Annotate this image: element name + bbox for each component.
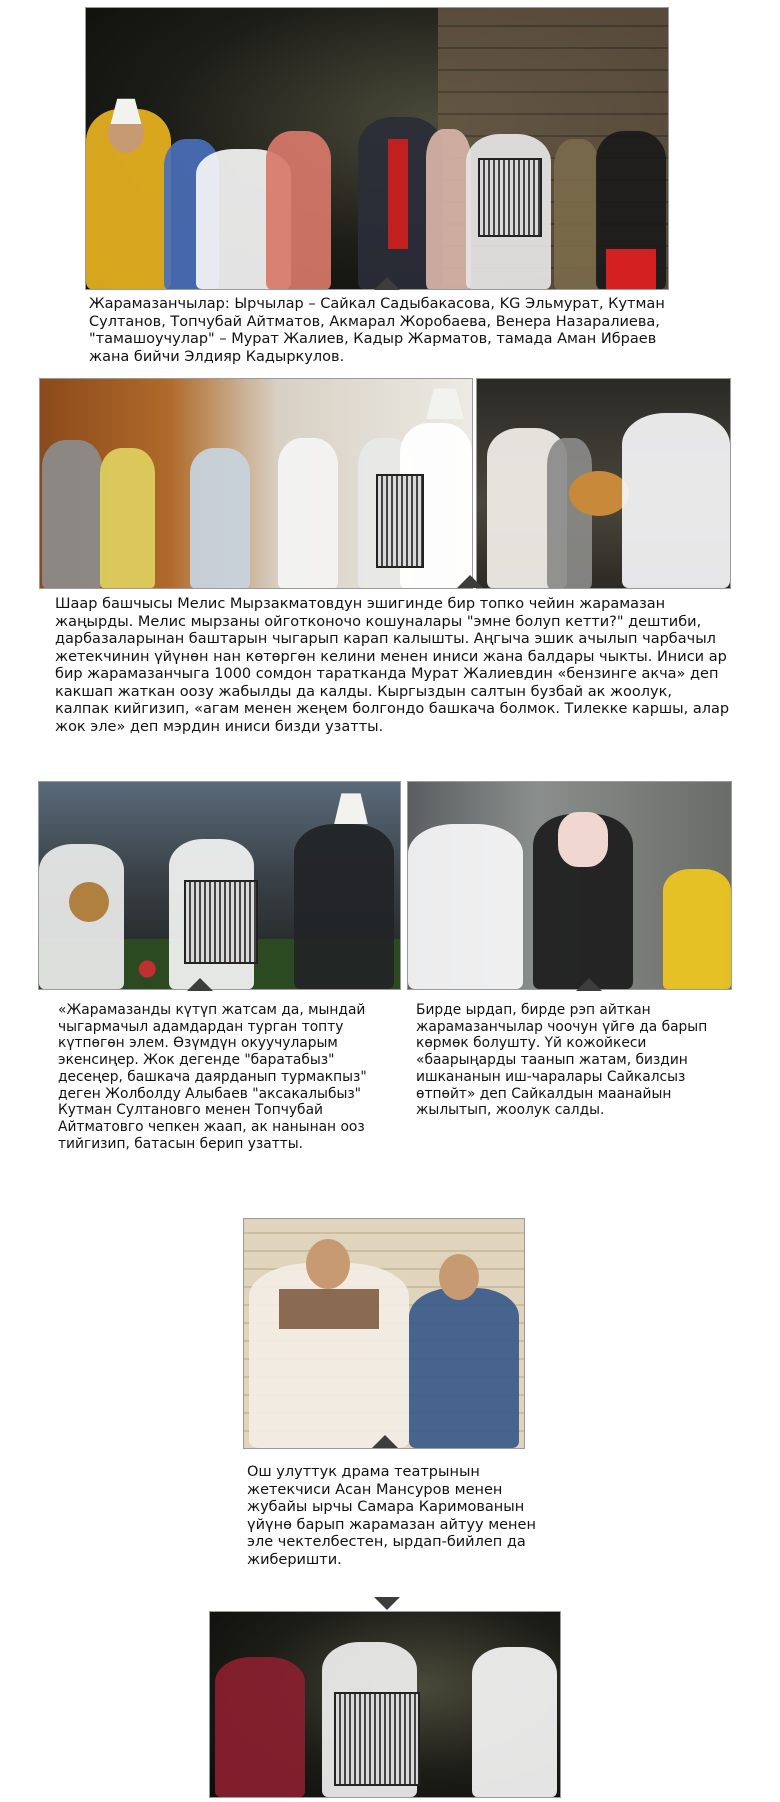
caption-pointer <box>374 277 400 290</box>
woman-figure <box>409 1288 519 1448</box>
accordion <box>478 158 542 237</box>
bread-offering-photo <box>476 378 731 589</box>
singer-figure <box>215 1657 305 1797</box>
accordion <box>334 1692 420 1786</box>
woman-figure <box>663 869 731 989</box>
accordion <box>376 474 424 568</box>
red-trousers <box>606 249 656 289</box>
singer-figure <box>190 448 250 588</box>
caption-pointer <box>457 575 483 588</box>
boy-figure <box>100 448 155 588</box>
caption-mayor-house: Шаар башчысы Мелис Мырзакматовдун эшигинде бир топко чейин жарамазан жаңырды. Мелис мырзаны ойготконочо кошуналары "эмне болуп кетти?" дештиби, дарбазаларынан баштарын чыгарып карап калышты. Аңгыча эшик ачылып чарбачыл жетекчинин үйүнөн нан көтөргөн келини менен иниси жана балдары чыкты. Иниси ар бир жарамазанчыга 1000 сомдон таратканда Мурат Жалиевдин «бензинге акча» деп какшап жаткан оозу жабылды да калды. Кыргыздын салтын бузбай ак жоолук, калпак кийгизип, «агам менен жеңем болгондо башкача болмок. Тилекке каршы, алар жок эле» деп мэрдин иниси бизди узатты. <box>55 596 730 735</box>
red-shirt <box>388 139 408 249</box>
caption-pointer <box>187 978 213 991</box>
shirt-yoke <box>279 1289 379 1329</box>
caption-pointer <box>576 978 602 991</box>
caption-pointer <box>372 1435 398 1448</box>
courtyard-dance-photo <box>39 378 473 589</box>
caption-alybaev-house: «Жарамазанды күтүп жатсам да, мындай чыгармачыл адамдардан турган топту күтпөгөн элем. Өзүмдүн окуучуларым экенсиңер. Жок дегенде "баратабыз" десеңер, башкача даярданып турмакпыз" деген Жолболду Алыбаев "аксакалыбыз" Кутман Султановго менен Топчубай Айтматовго чепкен жаап, ак нанынан ооз тийгизип, батасын берип узатты. <box>58 1002 367 1152</box>
elder-figure <box>294 824 394 989</box>
singer-figure <box>622 413 730 588</box>
headscarf <box>558 812 608 867</box>
caption-stranger-house: Бирде ырдап, бирде рэп айткан жарамазанчылар чоочун үйгө да барып көрмөк болушту. Үй кожойкеси «баарыңарды таанып жатам, биздин ишкананын иш-чаралары Сайкалсыз өтпөйт» деп Сайкалдын маанайын жылытып, жоолук салды. <box>416 1002 708 1119</box>
singer-figure <box>278 438 338 588</box>
caption-performers: Жарамазанчылар: Ырчылар – Сайкал Садыбакасова, KG Эльмурат, Кутман Султанов, Топчубай Айтматов, Акмарал Жоробаева, Венера Назаралиева, "тамашоучулар" – Мурат Жалиев, Кадыр Жарматов, тамада Аман Ибраев жана бийчи Элдияр Кадыркулов. <box>89 296 665 365</box>
bread-stack <box>569 471 629 516</box>
boy-figure <box>42 440 102 588</box>
final-band-photo <box>209 1611 561 1798</box>
accordion <box>184 880 258 964</box>
singer-figure <box>266 131 331 289</box>
head <box>306 1239 350 1289</box>
headscarf-gift-photo <box>407 781 732 990</box>
caption-pointer <box>374 1597 400 1610</box>
singer-figure <box>426 129 471 289</box>
singer-figure <box>408 824 523 989</box>
komuz-instrument <box>69 882 109 922</box>
group-night-photo <box>85 7 669 290</box>
head <box>439 1254 479 1300</box>
accordion-garden-photo <box>38 781 401 990</box>
singer-figure <box>472 1647 557 1797</box>
singer-figure <box>554 139 599 289</box>
couple-brick-wall-photo <box>243 1218 525 1449</box>
caption-theatre-director: Ош улуттук драма театрынын жетекчиси Асан Мансуров менен жубайы ырчы Самара Каримованын үйүнө барып жарамазан айтуу менен эле чектелбестен, ырдап-бийлеп да жиберишти. <box>247 1464 536 1568</box>
